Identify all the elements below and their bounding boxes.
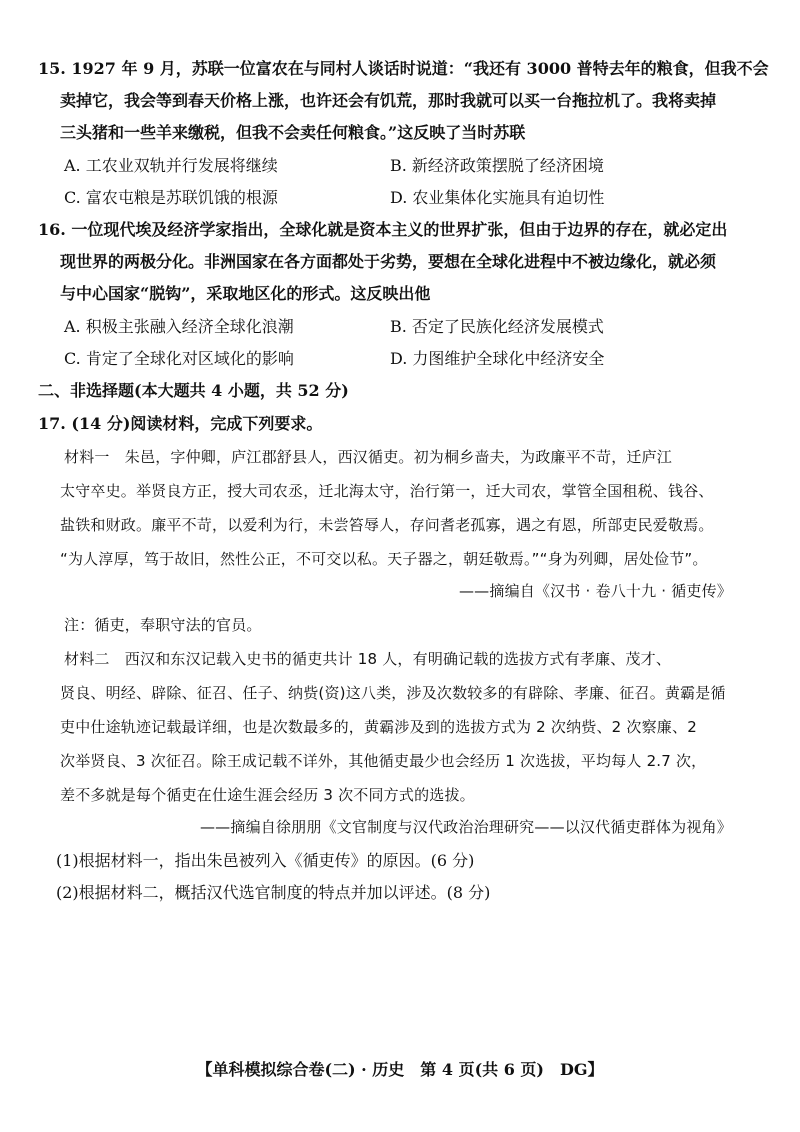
material-1-line-3: 盐铁和财政。廉平不苛，以爱利为行，未尝笞辱人，存问耆老孤寡，遇之有恩，所部吏民爱敬焉。 [60, 516, 714, 534]
q17-stem: 17. (14 分)阅读材料，完成下列要求。 [38, 414, 323, 433]
q15-option-d: D. 农业集体化实施具有迫切性 [390, 188, 605, 207]
material-1-line-4: “为人淳厚，笃于故旧，然性公正，不可交以私。天子器之，朝廷敬焉。”“身为列卿，居处俭节”。 [60, 550, 708, 568]
q16-option-c: C. 肯定了全球化对区域化的影响 [64, 349, 294, 368]
section-2-heading: 二、非选择题(本大题共 4 小题，共 52 分) [38, 381, 349, 400]
q16-stem-line-3: 与中心国家“脱钩”，采取地区化的形式。这反映出他 [60, 284, 431, 303]
q15-stem-line-2: 卖掉它，我会等到春天价格上涨，也许还会有饥荒，那时我就可以买一台拖拉机了。我将卖掉 [60, 91, 717, 110]
q16-option-b: B. 否定了民族化经济发展模式 [390, 317, 604, 336]
q15-option-b: B. 新经济政策摆脱了经济困境 [390, 156, 604, 175]
page-footer: 【单科模拟综合卷(二) · 历史 第 4 页(共 6 页) DG】 [196, 1060, 604, 1079]
q15-option-c: C. 富农屯粮是苏联饥饿的根源 [64, 188, 278, 207]
q15-stem-line-3: 三头猪和一些羊来缴税，但我不会卖任何粮食。”这反映了当时苏联 [60, 123, 526, 142]
material-2-source: ——摘编自徐朋朋《文官制度与汉代政治治理研究——以汉代循吏群体为视角》 [199, 818, 732, 836]
material-2-line-1: 材料二 西汉和东汉记载入史书的循吏共计 18 人，有明确记载的选拔方式有孝廉、茂才、 [64, 650, 672, 668]
q17-subquestion-1: (1)根据材料一，指出朱邑被列入《循吏传》的原因。(6 分) [56, 851, 475, 870]
material-1-source: ——摘编自《汉书 · 卷八十九 · 循吏传》 [458, 582, 732, 600]
material-1-line-2: 太守卒史。举贤良方正，授大司农丞，迁北海太守，治行第一，迁大司农，掌管全国租税、钱谷、 [60, 482, 714, 500]
q16-option-a: A. 积极主张融入经济全球化浪潮 [64, 317, 294, 336]
material-2-line-2: 贤良、明经、辟除、征召、任子、纳赀(资)这八类，涉及次数较多的有辟除、孝廉、征召。黄霸是循 [60, 684, 726, 702]
material-2-line-5: 差不多就是每个循吏在仕途生涯会经历 3 次不同方式的选拔。 [60, 786, 475, 804]
q15-stem-line-1: 15. 1927 年 9 月，苏联一位富农在与同村人谈话时说道：“我还有 3000 普特去年的粮食，但我不会 [38, 59, 769, 78]
q16-stem-line-1: 16. 一位现代埃及经济学家指出，全球化就是资本主义的世界扩张，但由于边界的存在，就必定出 [38, 220, 728, 239]
material-note: 注：循吏，奉职守法的官员。 [64, 616, 262, 634]
q15-option-a: A. 工农业双轨并行发展将继续 [64, 156, 278, 175]
q16-stem-line-2: 现世界的两极分化。非洲国家在各方面都处于劣势，要想在全球化进程中不被边缘化，就必须 [60, 252, 717, 271]
q17-subquestion-2: (2)根据材料二，概括汉代选官制度的特点并加以评述。(8 分) [56, 883, 491, 902]
q16-option-d: D. 力图维护全球化中经济安全 [390, 349, 605, 368]
material-2-line-3: 吏中仕途轨迹记载最详细，也是次数最多的，黄霸涉及到的选拔方式为 2 次纳赀、2 次察廉、2 [60, 718, 697, 736]
material-1-line-1: 材料一 朱邑，字仲卿，庐江郡舒县人，西汉循吏。初为桐乡啬夫，为政廉平不苛，迁庐江 [64, 448, 673, 466]
material-2-line-4: 次举贤良、3 次征召。除王成记载不详外，其他循吏最少也会经历 1 次选拔，平均每人 2.7 次， [60, 752, 707, 770]
